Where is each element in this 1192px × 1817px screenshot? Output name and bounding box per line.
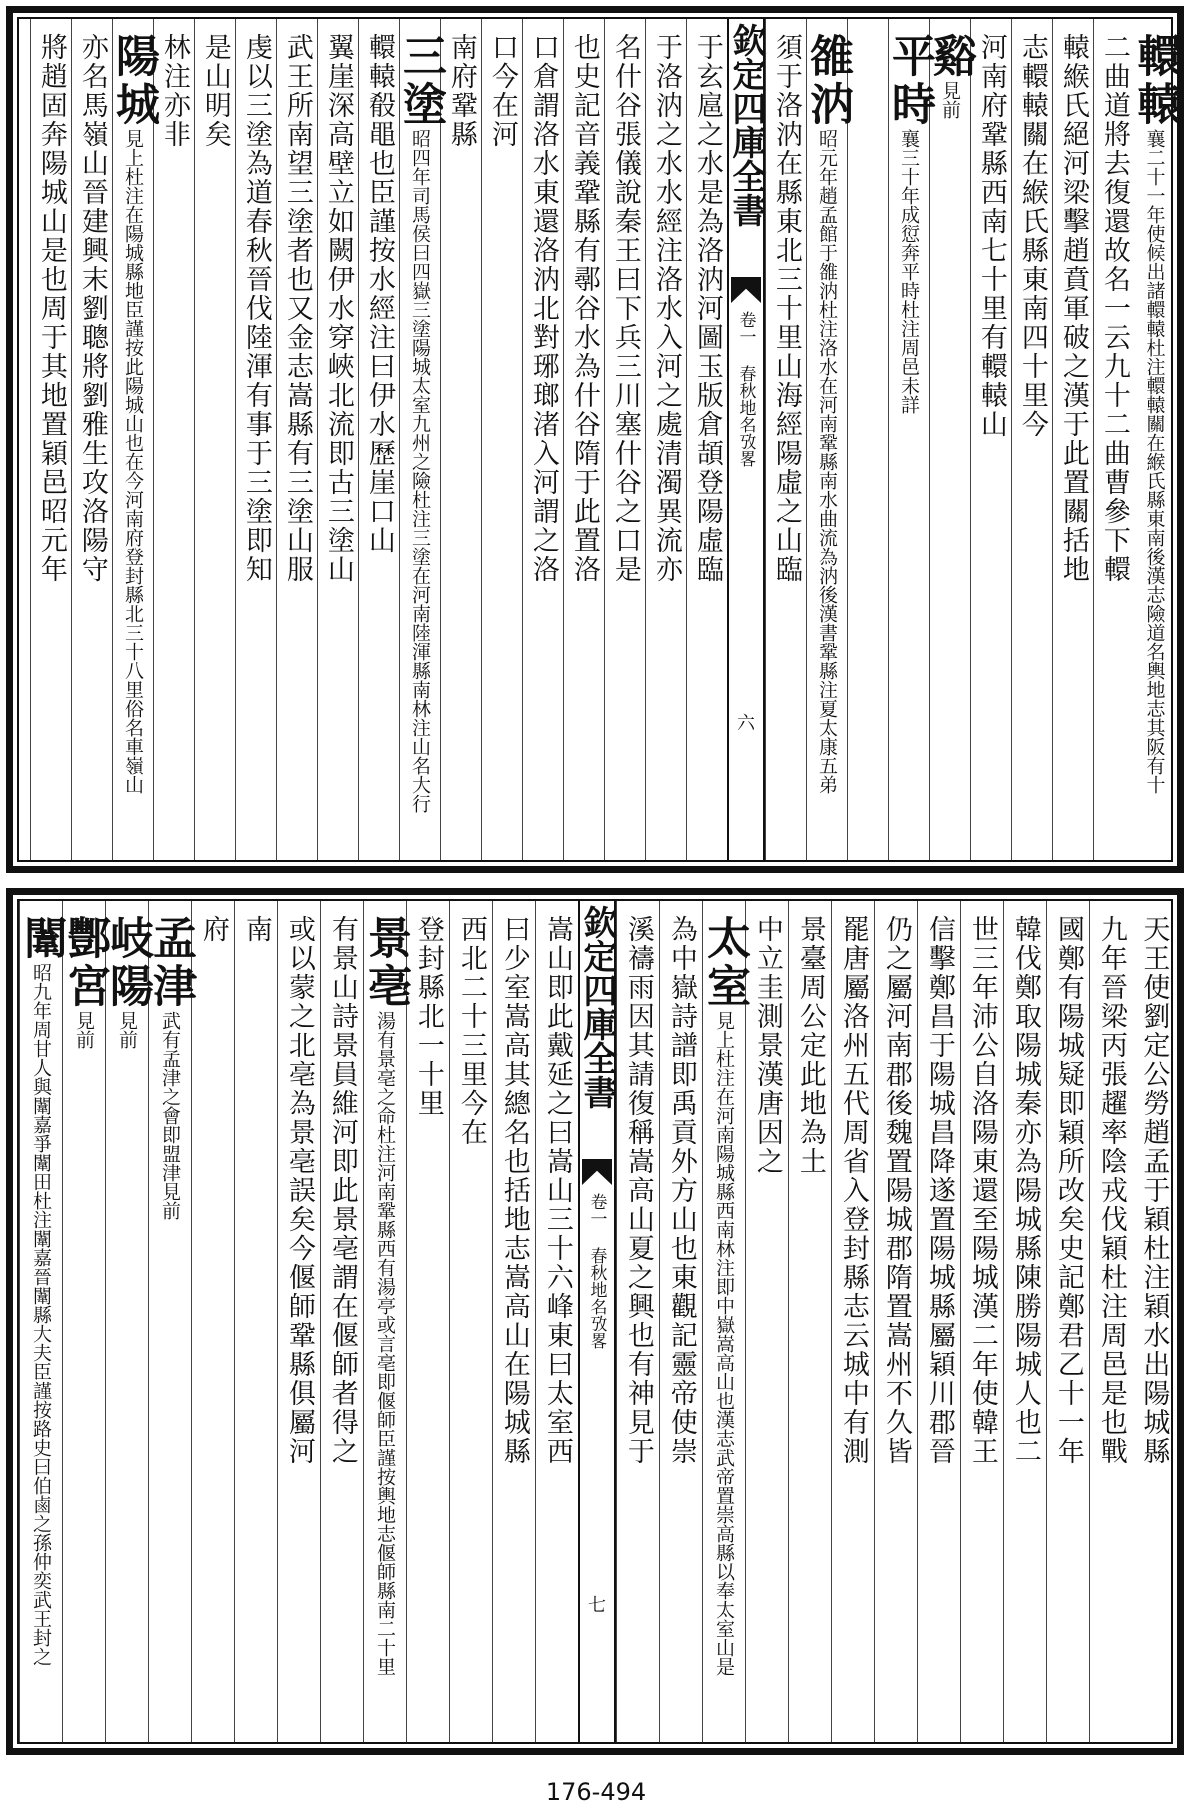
column-text — [650, 33, 682, 584]
text-column — [101, 901, 153, 1742]
text-column — [522, 19, 563, 860]
column-text — [455, 915, 487, 1147]
entry-text: 轘轅殽黽也臣謹按水經注曰伊水歷崖口山 — [363, 33, 395, 555]
column-text — [837, 915, 869, 1466]
column-text — [801, 33, 853, 794]
column-text — [445, 33, 477, 149]
text-column — [659, 901, 702, 1742]
text-column — [320, 901, 363, 1742]
entry-text: 襄二十一年使候出諸轘轅杜注轘轅關在緱氏縣東南後漢志險道名輿地志其阪有十 — [1143, 129, 1166, 794]
text-column — [765, 19, 806, 860]
text-column — [406, 901, 449, 1742]
entry-text: 轅緱氏絕河梁擊趙賁軍破之漢于此置關括地 — [1057, 33, 1089, 584]
volume-label: 卷一 春秋地名攷畧 — [735, 311, 756, 467]
column-text — [76, 33, 108, 584]
text-column — [359, 901, 411, 1742]
column-text — [541, 915, 573, 1466]
entry-text: 有景山詩景員維河即此景亳謂在偃師者得之 — [326, 915, 358, 1466]
text-column — [847, 19, 888, 860]
top-page-frame — [17, 17, 1181, 862]
column-text — [1095, 915, 1127, 1466]
text-column — [449, 901, 492, 1742]
entry-text: 登封縣北一十里 — [412, 915, 444, 1118]
text-column — [277, 901, 320, 1742]
entry-text: 須于洛汭在縣東北三十里山海經陽虛之山臨 — [770, 33, 802, 584]
footer-page-ref: 176-494 — [545, 1778, 647, 1806]
entry-text: 西北二十三里今在 — [455, 915, 487, 1147]
fish-tail-mark — [731, 277, 761, 303]
text-column — [563, 19, 604, 860]
entry-text: 志轘轅關在緱氏縣東南四十里今 — [1016, 33, 1048, 439]
column-text — [240, 33, 272, 584]
column-text — [1129, 33, 1181, 794]
entry-text: 信擊鄭昌于陽城昌降遂置陽城縣屬穎川郡晉 — [923, 915, 955, 1466]
entry-text: 昭九年周甘人與闈嘉爭闈田杜注闈嘉晉闈縣大夫臣謹按路史曰伯鹵之孫仲奕武王封之 — [29, 963, 52, 1666]
entry-text: 昭四年司馬侯曰四嶽三塗陽城太室九州之險杜注三塗在河南陸渾縣南林注山名大行 — [408, 129, 431, 813]
entry-heading: 雒汭 — [801, 33, 853, 129]
text-column — [394, 19, 446, 860]
column-text — [486, 33, 518, 149]
text-column — [970, 19, 1011, 860]
entry-text: 昭元年趙孟館于雒汭杜注洛水在河南鞏縣南水曲流為汭後漢書鞏縣注夏太康五弟 — [815, 129, 838, 794]
column-text — [326, 915, 358, 1466]
column-text — [281, 33, 313, 584]
text-column — [440, 19, 481, 860]
text-column — [604, 19, 645, 860]
volume-label: 卷一 春秋地名攷畧 — [586, 1193, 607, 1349]
column-text — [794, 915, 826, 1176]
text-column — [745, 901, 788, 1742]
entry-text: 或以蒙之北亳為景亳誤矣今偃師鞏縣俱屬河 — [283, 915, 315, 1466]
column-text — [199, 33, 231, 149]
entry-heading: 三塗 — [394, 33, 446, 129]
text-column — [960, 901, 1003, 1742]
entry-text: 曰少室嵩高其總名也括地志嵩高山在陽城縣 — [498, 915, 530, 1466]
column-text — [698, 915, 750, 1676]
entry-text: 南府鞏縣 — [445, 33, 477, 149]
entry-text: 世三年沛公自洛陽東還至陽城漢二年使韓王 — [966, 915, 998, 1466]
entry-text: 府 — [197, 915, 229, 944]
column-text — [394, 33, 446, 813]
column-text — [665, 915, 697, 1466]
entry-text: 林注亦非 — [158, 33, 190, 149]
column-text — [412, 915, 444, 1118]
entry-text: 河南府鞏縣西南七十里有轘轅山 — [975, 33, 1007, 439]
text-column — [15, 901, 67, 1742]
entry-text: 武有孟津之會即盟津見前 — [158, 1011, 181, 1220]
page-number: 七 — [588, 1595, 606, 1616]
center-title: 欽定四庫全書 — [726, 23, 766, 227]
text-column — [1132, 901, 1175, 1742]
entry-text: 襄三十年成愆奔平時杜注周邑未詳 — [897, 129, 920, 414]
entry-heading: 陽城 — [107, 33, 159, 129]
column-text — [622, 915, 654, 1466]
text-column — [358, 19, 399, 860]
entry-text: 中立圭測景漢唐因之 — [751, 915, 783, 1176]
column-text — [923, 915, 955, 1466]
entry-text: 罷唐屬洛州五代周省入登封縣志云城中有測 — [837, 915, 869, 1466]
column-text — [498, 915, 530, 1466]
column-text — [107, 33, 159, 794]
text-column — [1093, 19, 1134, 860]
entry-text: 名什谷張儀說秦王曰下兵三川塞什谷之口是 — [609, 33, 641, 584]
entry-text: 也史記音義鞏縣有鄩谷水為什谷隋于此置洛 — [568, 33, 600, 584]
text-column — [686, 19, 727, 860]
text-column — [698, 901, 750, 1742]
text-column — [788, 901, 831, 1742]
center-title: 欽定四庫全書 — [577, 905, 617, 1109]
text-column — [1129, 19, 1181, 860]
entry-text: 武王所南望三塗者也又金志嵩縣有三塗山服 — [281, 33, 313, 584]
text-column — [1046, 901, 1089, 1742]
column-text — [1009, 915, 1041, 1466]
entry-text: 亦名馬嶺山晉建興末劉聰將劉雅生攻洛陽守 — [76, 33, 108, 584]
entry-heading: 景亳 — [359, 915, 411, 1011]
column-text — [1098, 33, 1130, 584]
text-column — [492, 901, 535, 1742]
entry-text: 是山明矣 — [199, 33, 231, 149]
text-column — [831, 901, 874, 1742]
column-text — [609, 33, 641, 584]
column-text — [883, 33, 935, 414]
text-column — [317, 19, 358, 860]
entry-heading: 谿 — [924, 33, 976, 81]
entry-heading: 太室 — [698, 915, 750, 1011]
entry-text: 景臺周公定此地為土 — [794, 915, 826, 1176]
text-column — [1011, 19, 1052, 860]
entry-heading: 酆宮 — [58, 915, 110, 1011]
text-column — [71, 19, 112, 860]
entry-heading: 轘轅 — [1129, 33, 1181, 129]
text-column — [481, 19, 522, 860]
column-text — [1016, 33, 1048, 439]
text-column — [276, 19, 317, 860]
entry-text: 見上杜注在陽城縣地臣謹按此陽城山也在今河南府登封縣北三十八里俗名車嶺山 — [121, 129, 144, 794]
entry-text: 將趙固奔陽城山是也周于其地置穎邑昭元年 — [35, 33, 67, 584]
entry-text: 口倉謂洛水東還洛汭北對琊瑯渚入河謂之洛 — [527, 33, 559, 584]
column-text — [691, 33, 723, 584]
page-number: 六 — [737, 713, 755, 734]
column-text — [1138, 915, 1170, 1466]
entry-text: 翼崖深高壁立如闕伊水穿峽北流即古三塗山 — [322, 33, 354, 584]
text-column — [1003, 901, 1046, 1742]
entry-text: 南 — [240, 915, 272, 944]
text-column — [153, 19, 194, 860]
entry-text: 天王使劉定公勞趙孟于穎杜注穎水出陽城縣 — [1138, 915, 1170, 1466]
column-text — [197, 915, 229, 944]
column-text — [35, 33, 67, 584]
entry-text: 口今在河 — [486, 33, 518, 149]
column-text — [527, 33, 559, 584]
column-text — [1052, 915, 1084, 1466]
entry-text: 見前 — [72, 1011, 95, 1049]
entry-text: 為中嶽詩譜即禹貢外方山也東觀記靈帝使崇 — [665, 915, 697, 1466]
column-text — [568, 33, 600, 584]
entry-heading: 闈 — [15, 915, 67, 963]
entry-heading: 岐陽 — [101, 915, 153, 1011]
text-column — [616, 901, 659, 1742]
text-column — [234, 901, 277, 1742]
entry-text: 仍之屬河南郡後魏置陽城郡隋置嵩州不久皆 — [880, 915, 912, 1466]
text-column — [30, 19, 71, 860]
column-text — [359, 915, 411, 1676]
bottom-page — [6, 888, 1184, 1755]
entry-heading: 孟津 — [144, 915, 196, 1011]
column-text — [975, 33, 1007, 439]
top-page — [6, 6, 1184, 873]
column-text — [751, 915, 783, 1176]
entry-text: 見前 — [115, 1011, 138, 1049]
text-column — [1052, 19, 1093, 860]
column-text — [770, 33, 802, 584]
column-text — [283, 915, 315, 1466]
entry-text: 見前 — [938, 81, 961, 119]
text-column — [194, 19, 235, 860]
center-strip — [578, 901, 616, 1742]
text-column — [874, 901, 917, 1742]
entry-text: 見上杜注在河南陽城縣西南林注即中嶽嵩高山也漢志武帝置崇高縣以奉太室山是 — [712, 1011, 735, 1676]
text-column — [924, 19, 976, 860]
column-text — [966, 915, 998, 1466]
text-column — [535, 901, 578, 1742]
text-column — [235, 19, 276, 860]
fish-tail-mark — [582, 1159, 612, 1185]
column-text — [158, 33, 190, 149]
entry-text: 韓伐鄭取陽城秦亦為陽城縣陳勝陽城人也二 — [1009, 915, 1041, 1466]
column-text — [880, 915, 912, 1466]
text-column — [917, 901, 960, 1742]
entry-text: 嵩山即此戴延之曰嵩山三十六峰東曰太室西 — [541, 915, 573, 1466]
center-strip — [727, 19, 765, 860]
entry-heading: 平時 — [883, 33, 935, 129]
text-column — [801, 19, 853, 860]
column-text — [240, 915, 272, 944]
entry-text: 國鄭有陽城疑即穎所改矣史記鄭君乙十一年 — [1052, 915, 1084, 1466]
column-text — [322, 33, 354, 584]
bottom-page-frame — [17, 899, 1173, 1744]
column-text — [363, 33, 395, 555]
entry-text: 九年晉梁丙張趯率陰戎伐穎杜注周邑是也戰 — [1095, 915, 1127, 1466]
entry-text: 湯有景亳之命杜注河南鞏縣西有湯亭或言亳即偃師臣謹按輿地志偃師縣南二十里 — [373, 1011, 396, 1676]
text-column — [58, 901, 110, 1742]
entry-text: 溪禱雨因其請復稱嵩高山夏之興也有神見于 — [622, 915, 654, 1466]
entry-text: 虔以三塗為道春秋晉伐陸渾有事于三塗即知 — [240, 33, 272, 584]
text-column — [144, 901, 196, 1742]
column-text — [15, 915, 67, 1666]
column-text — [1057, 33, 1089, 584]
text-column — [645, 19, 686, 860]
entry-text: 于洛汭之水水經注洛水入河之處清濁異流亦 — [650, 33, 682, 584]
text-column — [1089, 901, 1132, 1742]
text-column — [191, 901, 234, 1742]
entry-text: 于玄扈之水是為洛汭河圖玉版倉頡登陽虛臨 — [691, 33, 723, 584]
text-column — [883, 19, 935, 860]
entry-text: 二曲道將去復還故名一云九十二曲曹參下轘 — [1098, 33, 1130, 584]
text-column — [107, 19, 159, 860]
